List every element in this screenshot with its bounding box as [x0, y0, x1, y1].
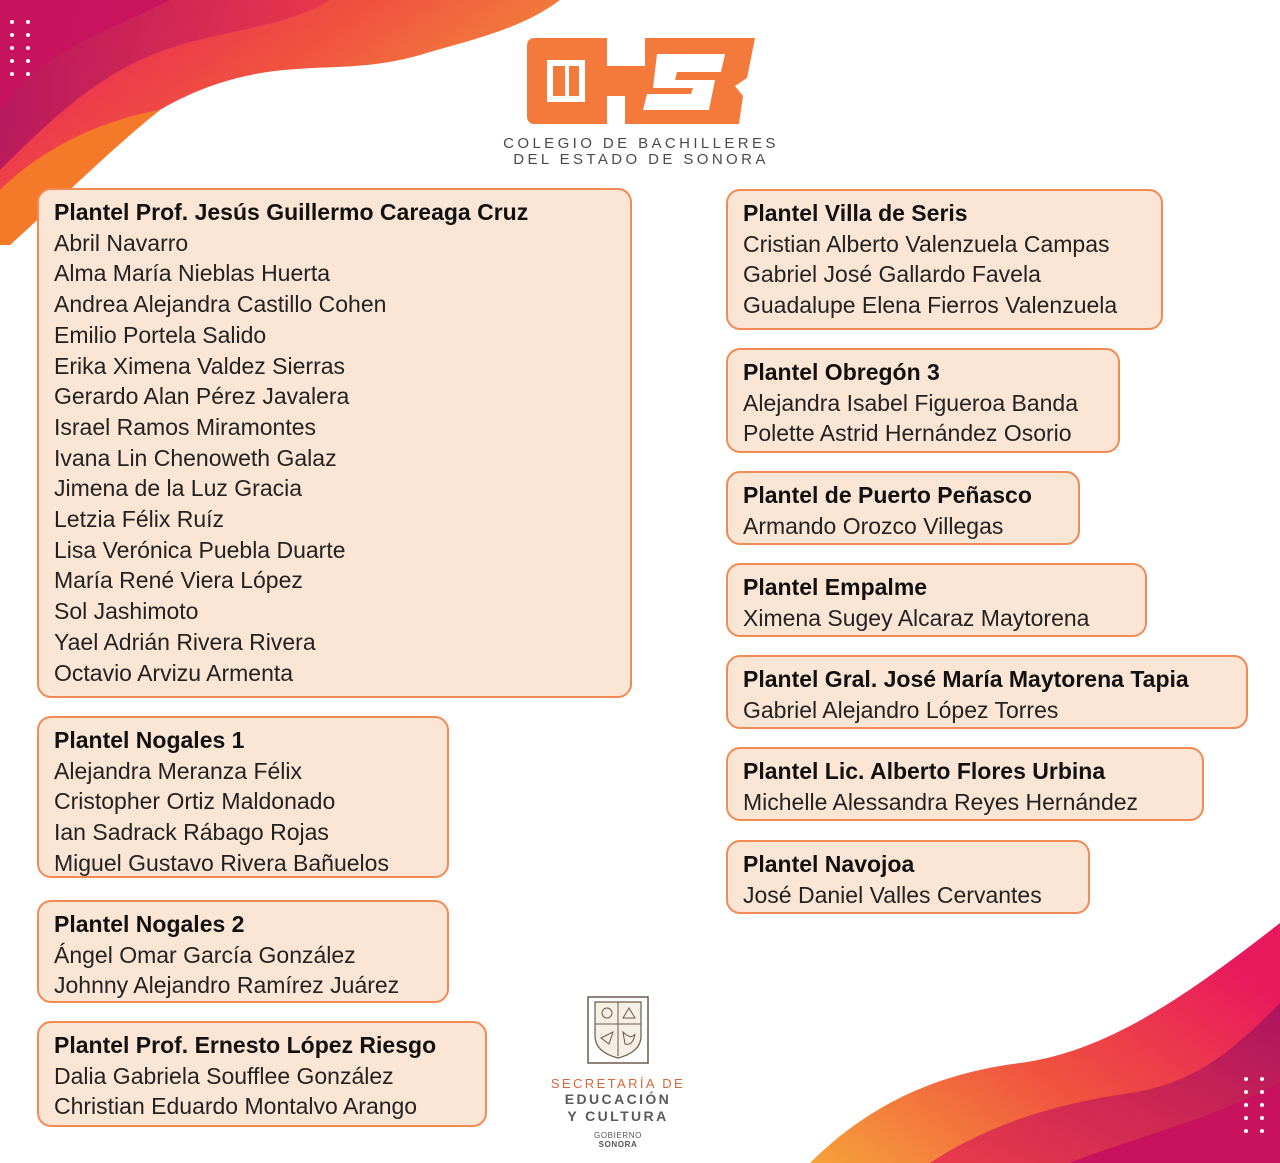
dot-pattern-decoration: [10, 20, 34, 76]
plantel-card: [37, 900, 449, 1003]
plantel-card: [726, 747, 1204, 821]
student-name: Alejandra Meranza Félix: [54, 757, 303, 784]
student-name: Polette Astrid Hernández Osorio: [743, 420, 1072, 447]
plantel-card: [726, 563, 1147, 637]
student-name: Andrea Alejandra Castillo Cohen: [54, 291, 387, 318]
gobierno-label: GOBIERNO: [594, 1131, 642, 1140]
student-name: Miguel Gustavo Rivera Bañuelos: [54, 849, 389, 876]
student-name: Letzia Félix Ruíz: [54, 506, 225, 533]
student-name: Lisa Verónica Puebla Duarte: [54, 536, 346, 563]
plantel-card: [726, 189, 1163, 330]
secretaria-title: SECRETARÍA DE: [550, 1076, 686, 1091]
student-name: Abril Navarro: [54, 229, 189, 256]
plantel-card: [726, 471, 1080, 545]
student-name: Ximena Sugey Alcaraz Maytorena: [743, 604, 1090, 631]
plantel-title: Plantel Obregón 3: [743, 359, 940, 385]
cobach-logo-mark: [525, 36, 757, 126]
student-name: Cristopher Ortiz Maldonado: [54, 788, 336, 815]
student-name: Dalia Gabriela Soufflee González: [54, 1062, 394, 1089]
secretaria-culture: Y CULTURA: [567, 1108, 669, 1124]
student-name: Israel Ramos Miramontes: [54, 413, 317, 440]
plantel-card: [726, 655, 1248, 729]
plantel-title: Plantel Prof. Jesús Guillermo Careaga Cruz: [54, 199, 529, 225]
plantel-title: Plantel Navojoa: [743, 851, 915, 877]
student-name: Gabriel José Gallardo Favela: [743, 261, 1041, 288]
student-name: José Daniel Valles Cervantes: [743, 881, 1042, 908]
plantel-card: [726, 840, 1090, 914]
cobach-logo: [488, 36, 794, 168]
student-name: Gerardo Alan Pérez Javalera: [54, 383, 350, 410]
student-name: Guadalupe Elena Fierros Valenzuela: [743, 292, 1118, 319]
secretaria-education: EDUCACIÓN: [564, 1091, 672, 1107]
sonora-label: SONORA: [598, 1140, 638, 1149]
plantel-title: Plantel Prof. Ernesto López Riesgo: [54, 1032, 437, 1058]
plantel-card: [37, 188, 632, 698]
plantel-card: [726, 348, 1120, 453]
student-name: Armando Orozco Villegas: [743, 512, 1004, 539]
sonora-coat-of-arms-icon: [587, 996, 649, 1064]
plantel-title: Plantel Nogales 1: [54, 727, 245, 753]
plantel-title: Plantel Empalme: [743, 574, 928, 600]
plantel-title: Plantel Gral. José María Maytorena Tapia: [743, 666, 1189, 692]
student-name: Alma María Nieblas Huerta: [54, 260, 331, 287]
student-name: Emilio Portela Salido: [54, 321, 267, 348]
student-name: Ivana Lin Chenoweth Galaz: [54, 444, 337, 471]
student-name: Gabriel Alejandro López Torres: [743, 696, 1059, 723]
student-name: Ian Sadrack Rábago Rojas: [54, 819, 329, 846]
plantel-title: Plantel de Puerto Peñasco: [743, 482, 1032, 508]
plantel-title: Plantel Villa de Seris: [743, 200, 968, 226]
student-name: Ángel Omar García González: [54, 941, 356, 968]
student-name: Yael Adrián Rivera Rivera: [54, 628, 316, 655]
student-name: Michelle Alessandra Reyes Hernández: [743, 788, 1139, 815]
bottom-right-wave-decoration: [810, 923, 1280, 1163]
dot-pattern-decoration: [1244, 1077, 1268, 1133]
logo-text-line-2: DEL ESTADO DE SONORA: [513, 151, 769, 168]
student-name: Cristian Alberto Valenzuela Campas: [743, 230, 1110, 257]
student-name: Christian Eduardo Montalvo Arango: [54, 1093, 418, 1120]
student-name: Alejandra Isabel Figueroa Banda: [743, 389, 1079, 416]
student-name: Sol Jashimoto: [54, 598, 199, 625]
student-name: Jimena de la Luz Gracia: [54, 475, 303, 502]
plantel-title: Plantel Lic. Alberto Flores Urbina: [743, 758, 1106, 784]
plantel-title: Plantel Nogales 2: [54, 911, 245, 937]
student-name: Octavio Arvizu Armenta: [54, 659, 294, 686]
student-name: Erika Ximena Valdez Sierras: [54, 352, 346, 379]
student-name: Johnny Alejandro Ramírez Juárez: [54, 972, 400, 999]
plantel-card: [37, 1021, 487, 1127]
secretaria-logo: [548, 996, 688, 1149]
plantel-card: [37, 716, 449, 878]
logo-text-line-1: COLEGIO DE BACHILLERES: [503, 135, 779, 152]
student-name: María René Viera López: [54, 567, 303, 594]
